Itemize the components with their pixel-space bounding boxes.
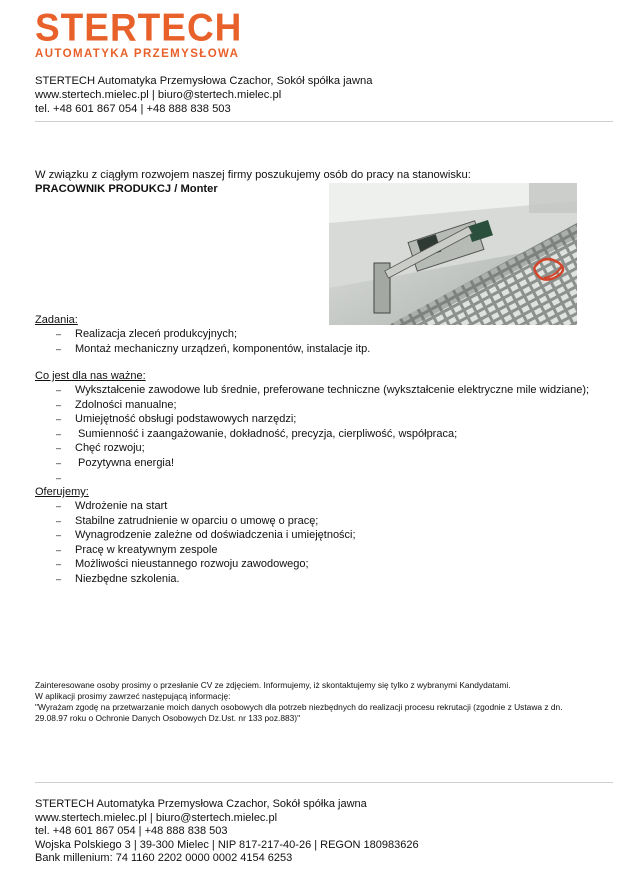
dash-bullet: –: [56, 329, 62, 339]
list-item: [35, 441, 589, 456]
dash-bullet: –: [56, 530, 62, 541]
list-item: [35, 572, 356, 587]
list-item-text: Zdolności manualne;: [75, 398, 177, 411]
list-item: [35, 327, 370, 342]
list-item-text: Pracę w kreatywnym zespole: [75, 543, 218, 556]
footer-address: Wojska Polskiego 3 | 39-300 Mielec | NIP 817-217-40-26 | REGON 180983626: [35, 838, 419, 851]
notice-line-3: "Wyrażam zgodę na przetwarzanie moich danych osobowych dla potrzeb niezbędnych do realizacji procesu rekrutacji (zgodnie z Ustawa z dn.: [35, 702, 563, 712]
offer-list: [35, 499, 356, 587]
list-item: [35, 557, 356, 572]
offer-section: [35, 485, 356, 587]
production-line-illustration: [329, 183, 577, 325]
header-web-email: www.stertech.mielec.pl | biuro@stertech.mielec.pl: [35, 89, 282, 101]
list-item-text: Umiejętność obsługi podstawowych narzędzi;: [75, 413, 297, 426]
dash-bullet: –: [56, 501, 62, 511]
job-title: PRACOWNIK PRODUKCJ / Monter: [35, 183, 218, 195]
intro-text: W związku z ciągłym rozwojem naszej firmy poszukujemy osób do pracy na stanowisku:: [35, 169, 471, 181]
list-item-text: Montaż mechaniczny urządzeń, komponentów, instalacje itp.: [75, 342, 371, 355]
dash-bullet: –: [56, 443, 62, 454]
dash-bullet: –: [56, 414, 62, 425]
logo-wordmark: STERTECH: [35, 5, 243, 49]
dash-bullet: –: [56, 472, 62, 483]
list-item: [35, 528, 356, 543]
list-item-text: Chęć rozwoju;: [75, 442, 145, 455]
list-item: [35, 543, 356, 558]
list-item: [35, 499, 356, 514]
header-divider: [35, 121, 613, 122]
production-line-photo: [329, 183, 577, 325]
application-notice: [35, 680, 605, 724]
list-item-text: Sumienność i zaangażowanie, dokładność, precyzja, cierpliwość, współpraca;: [75, 427, 458, 440]
list-item: [35, 398, 589, 413]
list-item-text: Możliwości nieustannego rozwoju zawodowego;: [75, 558, 309, 571]
list-item: [35, 456, 589, 471]
header-phone: tel. +48 601 867 054 | +48 888 838 503: [35, 103, 231, 115]
logo-tagline: AUTOMATYKA PRZEMYSŁOWA: [35, 48, 240, 60]
notice-line-4: 29.08.97 roku o Ochronie Danych Osobowych Dz.Ust. nr 133 poz.883)": [35, 713, 301, 723]
footer-company: STERTECH Automatyka Przemysłowa Czachor, Sokół spółka jawna: [35, 798, 367, 810]
list-item-text: Realizacja zleceń produkcyjnych;: [75, 328, 238, 340]
list-item-text: Stabilne zatrudnienie w oparciu o umowę o pracę;: [75, 514, 319, 527]
header-contact: [35, 74, 372, 116]
tasks-heading: Zadania:: [35, 314, 78, 326]
list-item: [35, 427, 589, 442]
footer-web-email: www.stertech.mielec.pl | biuro@stertech.mielec.pl: [35, 811, 278, 824]
requirements-list: [35, 383, 589, 485]
notice-line-1: Zainteresowane osoby prosimy o przesłanie CV ze zdjęciem. Informujemy, iż skontaktujemy się tylko z wybranymi Kandydatami.: [35, 680, 511, 690]
offer-heading: Oferujemy:: [35, 486, 89, 498]
dash-bullet: –: [56, 385, 62, 395]
list-item: [35, 471, 589, 486]
dash-bullet: –: [56, 457, 62, 468]
company-logo: [35, 5, 250, 62]
list-item: [35, 514, 356, 529]
list-item-text: Wynagrodzenie zależne od doświadczenia i umiejętności;: [75, 529, 356, 542]
list-item: [35, 412, 589, 427]
footer-bank: Bank millenium: 74 1160 2202 0000 0002 4154 6253: [35, 852, 293, 864]
dash-bullet: –: [56, 559, 62, 570]
list-item-text: Wdrożenie na start: [75, 500, 168, 512]
dash-bullet: –: [56, 343, 62, 354]
dash-bullet: –: [56, 544, 62, 555]
requirements-section: [35, 369, 589, 485]
list-item: [35, 342, 370, 357]
tasks-section: [35, 313, 370, 356]
list-item: [35, 383, 589, 398]
tasks-list: [35, 327, 370, 356]
dash-bullet: –: [56, 428, 62, 439]
footer-phone: tel. +48 601 867 054 | +48 888 838 503: [35, 825, 228, 837]
list-item-text: Pozytywna energia!: [75, 456, 175, 469]
list-item-text: Niezbędne szkolenia.: [75, 572, 180, 585]
header-company: STERTECH Automatyka Przemysłowa Czachor, Sokół spółka jawna: [35, 75, 373, 87]
dash-bullet: –: [56, 399, 62, 410]
dash-bullet: –: [56, 573, 62, 584]
dash-bullet: –: [56, 515, 62, 526]
list-item-text: Wykształcenie zawodowe lub średnie, preferowane techniczne (wykształcenie elektryczne mile widziane);: [75, 384, 590, 396]
notice-line-2: W aplikacji prosimy zawrzeć następującą informację:: [35, 691, 231, 701]
requirements-heading: Co jest dla nas ważne:: [35, 370, 146, 382]
footer-contact: [35, 798, 419, 866]
footer-divider: [35, 782, 613, 783]
